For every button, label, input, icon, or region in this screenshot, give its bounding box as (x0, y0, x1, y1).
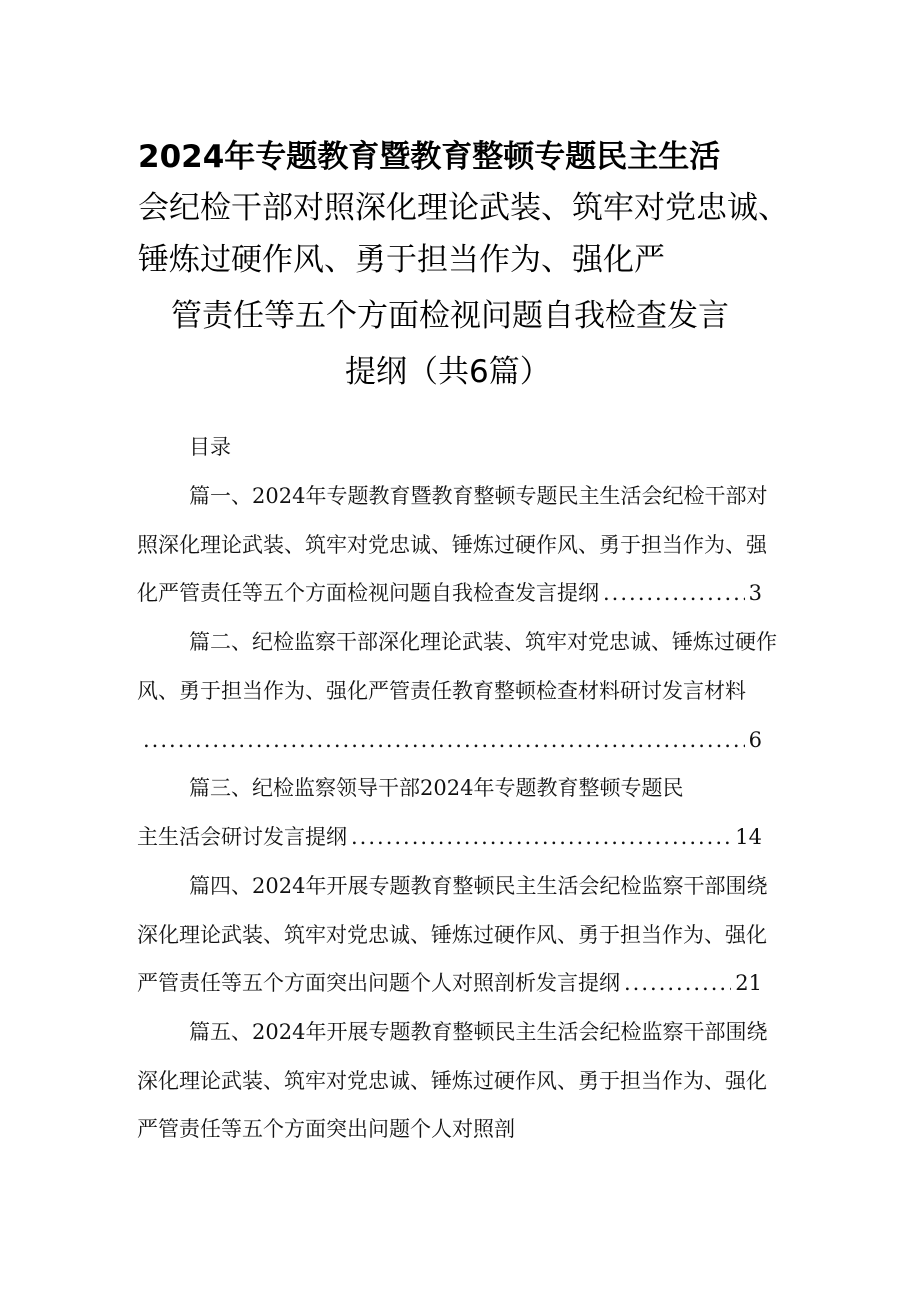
toc-entry-1-line-1: 篇一、2024年专题教育暨教育整顿专题民主生活会纪检干部对 (189, 484, 768, 508)
dot-leader (603, 578, 745, 608)
toc-entry-2-page: 6 (748, 728, 762, 752)
toc-entry-1-last-line[interactable] (137, 578, 762, 608)
toc-entry-2-line-2: 风、勇于担当作为、强化严管责任教育整顿检查材料研讨发言材料 (137, 679, 746, 703)
toc-entry-3-line-1: 篇三、纪检监察领导干部2024年专题教育整顿专题民 (189, 776, 684, 800)
dot-leader (351, 822, 731, 852)
toc-heading: 目录 (189, 435, 231, 459)
title-line-2: 会纪检干部对照深化理论武装、筑牢对党忠诚、 (138, 190, 789, 226)
toc-entry-4-line-2: 深化理论武装、筑牢对党忠诚、锤炼过硬作风、勇于担当作为、强化 (137, 923, 767, 947)
toc-entry-1-line-2: 照深化理论武装、筑牢对党忠诚、锤炼过硬作风、勇于担当作为、强 (137, 533, 767, 557)
toc-entry-2-last-line[interactable] (137, 725, 762, 755)
title-line-3: 锤炼过硬作风、勇于担当作为、强化严 (138, 242, 665, 278)
toc-entry-3-last-line[interactable] (137, 822, 762, 852)
toc-entry-4-line-3: 严管责任等五个方面突出问题个人对照剖析发言提纲 (137, 971, 620, 995)
toc-entry-4-line-1: 篇四、2024年开展专题教育整顿民主生活会纪检监察干部围绕 (189, 874, 768, 898)
toc-entry-5-line-2: 深化理论武装、筑牢对党忠诚、锤炼过硬作风、勇于担当作为、强化 (137, 1069, 767, 1093)
toc-entry-2-line-1: 篇二、纪检监察干部深化理论武装、筑牢对党忠诚、锤炼过硬作 (189, 630, 777, 654)
title-line-5: 提纲（共6篇） (345, 354, 551, 390)
toc-entry-4-page: 21 (735, 971, 762, 995)
toc-entry-5-line-1: 篇五、2024年开展专题教育整顿民主生活会纪检监察干部围绕 (189, 1020, 768, 1044)
toc-entry-3-line-2: 主生活会研讨发言提纲 (137, 825, 347, 849)
toc-entry-1-line-3: 化严管责任等五个方面检视问题自我检查发言提纲 (137, 581, 599, 605)
dot-leader (624, 968, 731, 998)
title-line-4: 管责任等五个方面检视问题自我检查发言 (171, 298, 729, 334)
toc-entry-1-page: 3 (748, 581, 762, 605)
toc-entry-4-last-line[interactable] (137, 968, 762, 998)
dot-leader (143, 725, 745, 755)
toc-entry-3-page: 14 (735, 825, 762, 849)
title-line-1: 2024年专题教育暨教育整顿专题民主生活 (138, 139, 721, 175)
toc-entry-5-line-3: 严管责任等五个方面突出问题个人对照剖 (137, 1117, 515, 1141)
